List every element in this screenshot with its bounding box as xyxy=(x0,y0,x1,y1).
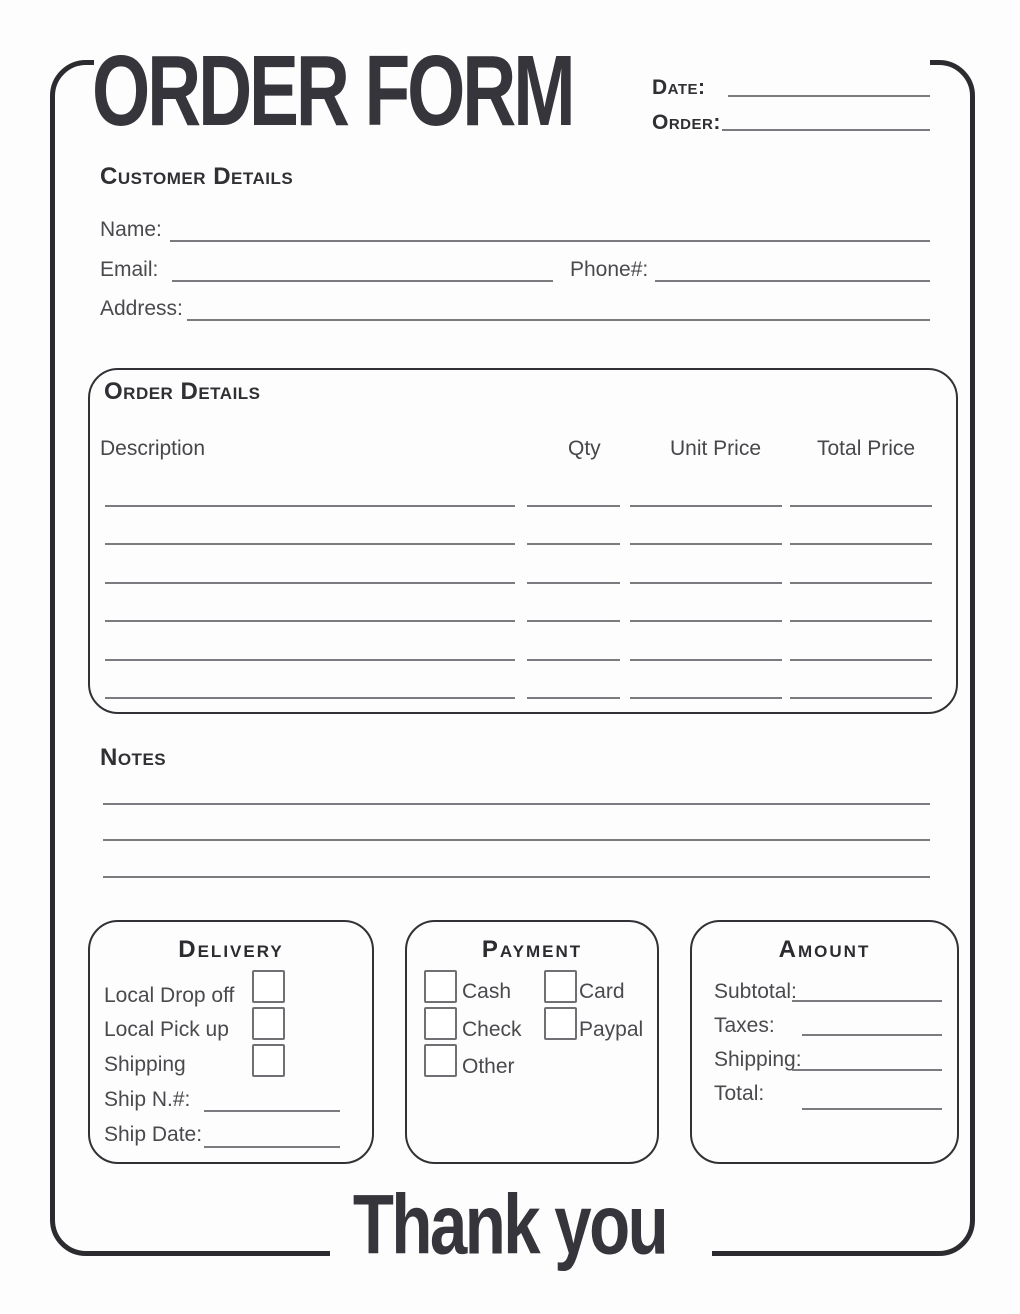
ship-number-input-line[interactable] xyxy=(204,1110,340,1112)
column-header-total-price: Total Price xyxy=(817,437,916,460)
column-header-qty: Qty xyxy=(568,437,601,460)
local-drop-off-label: Local Drop off xyxy=(104,984,235,1007)
email-label: Email: xyxy=(100,258,159,281)
cash-label: Cash xyxy=(462,980,512,1003)
ship-date-label: Ship Date: xyxy=(104,1123,203,1146)
other-label: Other xyxy=(462,1055,515,1078)
other-checkbox[interactable] xyxy=(424,1044,457,1077)
total-label: Total: xyxy=(714,1082,765,1105)
amount-box xyxy=(690,920,959,1164)
date-label: Date: xyxy=(652,76,706,99)
subtotal-label: Subtotal: xyxy=(714,980,797,1003)
notes-heading: Notes xyxy=(100,744,167,771)
taxes-label: Taxes: xyxy=(714,1014,775,1037)
order-number-label: Order: xyxy=(652,111,721,134)
local-pick-up-checkbox[interactable] xyxy=(252,1007,285,1040)
thank-you-text: Thank you xyxy=(353,1177,667,1272)
order-details-heading: Order Details xyxy=(104,378,261,405)
notes-line-2[interactable] xyxy=(103,839,930,841)
card-checkbox[interactable] xyxy=(544,970,577,1003)
address-label: Address: xyxy=(100,297,183,320)
shipping-checkbox[interactable] xyxy=(252,1044,285,1077)
phone-label: Phone#: xyxy=(570,258,649,281)
column-header-description: Description xyxy=(100,437,206,460)
taxes-input-line[interactable] xyxy=(802,1034,942,1036)
shipping-input-line[interactable] xyxy=(792,1069,942,1071)
column-header-unit-price: Unit Price xyxy=(670,437,762,460)
amount-heading: Amount xyxy=(778,936,871,963)
notes-line-1[interactable] xyxy=(103,803,930,805)
paypal-checkbox[interactable] xyxy=(544,1007,577,1040)
local-pick-up-label: Local Pick up xyxy=(104,1018,229,1041)
payment-heading: Payment xyxy=(481,936,583,963)
delivery-heading: Delivery xyxy=(178,936,284,963)
name-label: Name: xyxy=(100,218,162,241)
delivery-box xyxy=(88,920,374,1164)
amount-shipping-label: Shipping: xyxy=(714,1048,802,1071)
check-label: Check xyxy=(462,1018,522,1041)
check-checkbox[interactable] xyxy=(424,1007,457,1040)
total-input-line[interactable] xyxy=(802,1108,942,1110)
paypal-label: Paypal xyxy=(579,1018,644,1041)
card-label: Card xyxy=(579,980,625,1003)
ship-date-input-line[interactable] xyxy=(204,1146,340,1148)
footer xyxy=(0,1177,1020,1272)
customer-details-heading: Customer Details xyxy=(100,163,294,190)
shipping-option-label: Shipping xyxy=(104,1053,186,1076)
page-title: ORDER FORM xyxy=(92,35,573,148)
cash-checkbox[interactable] xyxy=(424,970,457,1003)
local-drop-off-checkbox[interactable] xyxy=(252,970,285,1003)
notes-line-3[interactable] xyxy=(103,876,930,878)
ship-number-label: Ship N.#: xyxy=(104,1088,191,1111)
payment-box xyxy=(405,920,659,1164)
subtotal-input-line[interactable] xyxy=(792,1000,942,1002)
